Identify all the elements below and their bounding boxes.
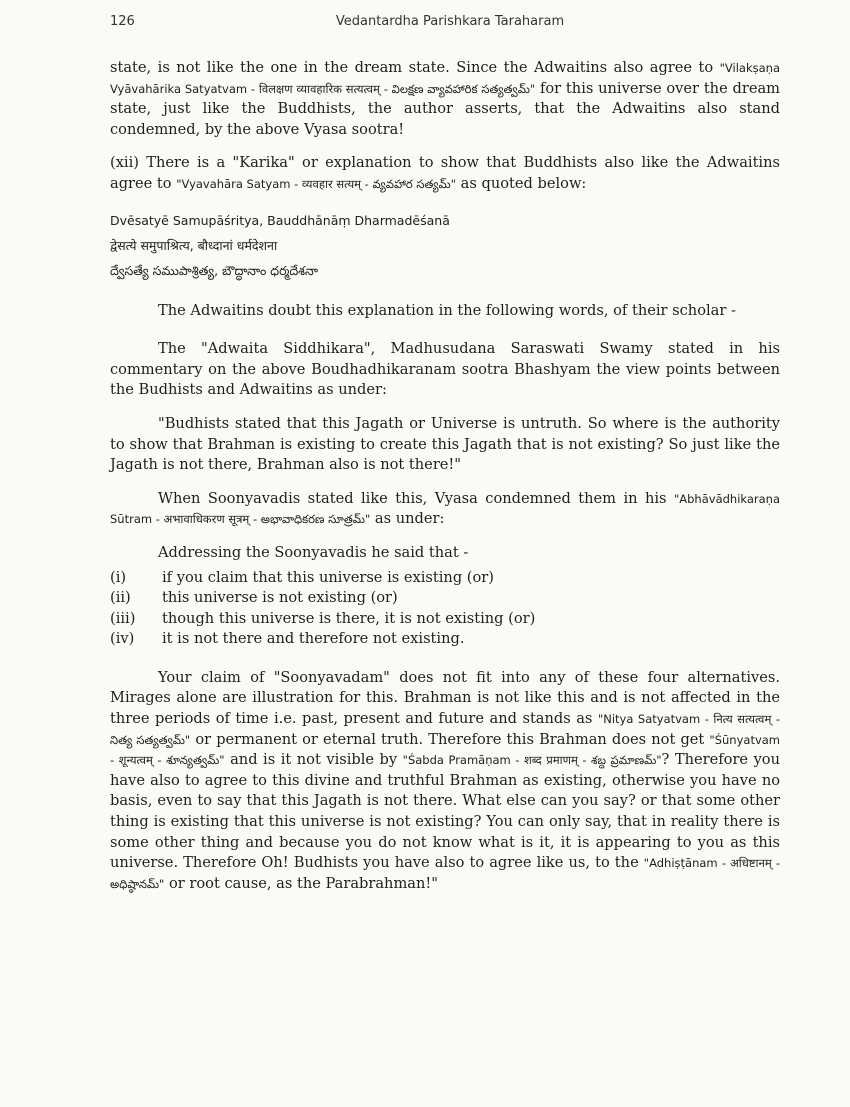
term-shabda-pramanam: "Śabda Pramāṇam - शब्द प्रमाणम् - శబ్ద ప్రమాణమ్" — [402, 753, 662, 768]
term-adhishtanam: "Adhiṣṭānam - अधिष्टानम् - అధిష్ఠానమ్" — [110, 856, 780, 891]
list-marker: (iii) — [110, 609, 136, 627]
paragraph-soonyavadam-claim: Your claim of "Soonyavadam" does not fit into any of these four alternatives. Mirages alone are illustration for this. Brahman is not like this and is not affected in the three periods of time i.e. past, present and future and stands as "Nitya Satyatvam - नित्य सत्यत्वम् - నిత్య సత్యత్వమ్" or permanent or eternal truth. Therefore this Brahman does not get "Śūnyatvam - शून्यत्वम् - శూన్యత్వమ్" and is it not visible by "Śabda Pramāṇam - शब्द प्रमाणम् - శబ్ద ప్రమాణమ్"? Therefore you have also to agree to this divine and truthful Brahman as existing, otherwise you have no basis, even to say that this Jagath is not there. What else can you say? or that some other thing is existing that this universe is not existing? You can only say, that in reality there is some other thing and because you do not know what is it, it is appearing to you as this universe. Therefore Oh! Budhists you have also to agree like us, to the "Adhiṣṭānam - अधिष्टानम् - అధిష్ఠానమ్" or root cause, as the Parabrahman!" — [110, 668, 781, 892]
alternatives-list — [110, 568, 780, 650]
paragraph-budhists-quote: "Budhists stated that this Jagath or Universe is untruth. So where is the authority to show that Brahman is existing to create this Jagath that is not existing? So just like the Jagath is not there, Brahman also is not there!" — [110, 414, 780, 474]
paragraph-soonyavadis: When Soonyavadis stated like this, Vyasa condemned them in his "Abhāvādhikaraṇa Sūtram - अभावाधिकरण सूत्रम् - అభావాధికరణ సూత్రమ్" as under: — [110, 489, 781, 528]
paragraph-karika: (xii) There is a "Karika" or explanation to show that Buddhists also like the Adwaitins agree to "Vyavahāra Satyam - व्यवहार सत्यम् - వ్యవహార సత్యమ్" as quoted below: — [110, 154, 780, 192]
verse-line-devanagari: द्वेसत्ये समुपाश्रित्य, बौध्दानां धर्मदेशना — [110, 237, 278, 253]
term-shunyatvam: "Śūnyatvam - शून्यत्वम् - శూన్యత్వమ్" — [110, 732, 781, 768]
list-item — [110, 629, 780, 650]
list-item-text: it is not there and therefore not existing. — [162, 630, 465, 648]
list-marker: (iv) — [110, 630, 135, 648]
page-header — [110, 14, 790, 34]
paragraph-dream-state: state, is not like the one in the dream state. Since the Adwaitins also agree to "Vilakṣaṇa Vyāvahārika Satyatvam - विलक्षण व्यावहारिक सत्यत्वम् - విలక్షణ వ్యావహారిక సత్యత్వమ్" for this universe over the dream state, just like the Buddhists, the author asserts, that the Adwaitins also stand condemned, by the above Vyasa sootra! — [110, 59, 781, 138]
term-nitya-satyatvam: "Nitya Satyatvam - नित्य सत्यत्वम् - నిత్య సత్యత్వమ్" — [110, 712, 780, 747]
paragraph-addressing: Addressing the Soonyavadis he said that - — [158, 543, 469, 561]
verse-line-roman: Dvēsatyē Samupāśritya, Bauddhānāṃ Dharmadēśanā — [110, 212, 450, 228]
term-vyavahara: "Vyavahāra Satyam - व्यवहार सत्यम् - వ్యవహార సత్యమ్" — [176, 176, 457, 191]
paragraph-adwaitins-doubt: The Adwaitins doubt this explanation in the following words, of their scholar - — [158, 301, 736, 319]
paragraph-siddhikara: The "Adwaita Siddhikara", Madhusudana Saraswati Swamy stated in his commentary on the above Boudhadhikaranam sootra Bhashyam the view points between the Budhists and Adwaitins as under: — [110, 340, 780, 399]
verse-line-telugu: ద్వేసత్యే సముపాశ్రిత్య, బౌద్ధానాం ధర్మదేశనా — [110, 262, 319, 278]
page-body — [110, 58, 780, 894]
term-vilakshana: "Vilakṣaṇa Vyāvahārika Satyatvam - विलक्षण व्यावहारिक सत्यत्वम् - విలక్షణ వ్యావహారిక సత్యత్వమ్" — [110, 61, 781, 96]
list-item-text: this universe is not existing (or) — [162, 589, 398, 607]
running-title: Vedantardha Parishkara Taraharam — [335, 14, 565, 29]
list-item — [110, 588, 780, 609]
list-item — [110, 568, 780, 589]
list-item — [110, 609, 780, 630]
verse-block — [110, 208, 780, 283]
term-abhavadhikarana: "Abhāvādhikaraṇa Sūtram - अभावाधिकरण सूत्रम् - అభావాధికరణ సూత్రమ్" — [110, 491, 781, 527]
page-number: 126 — [110, 14, 135, 29]
list-marker: (ii) — [110, 589, 131, 607]
list-marker: (i) — [110, 568, 127, 586]
list-item-text: if you claim that this universe is existing (or) — [162, 568, 494, 586]
list-item-text: though this universe is there, it is not existing (or) — [162, 609, 536, 627]
